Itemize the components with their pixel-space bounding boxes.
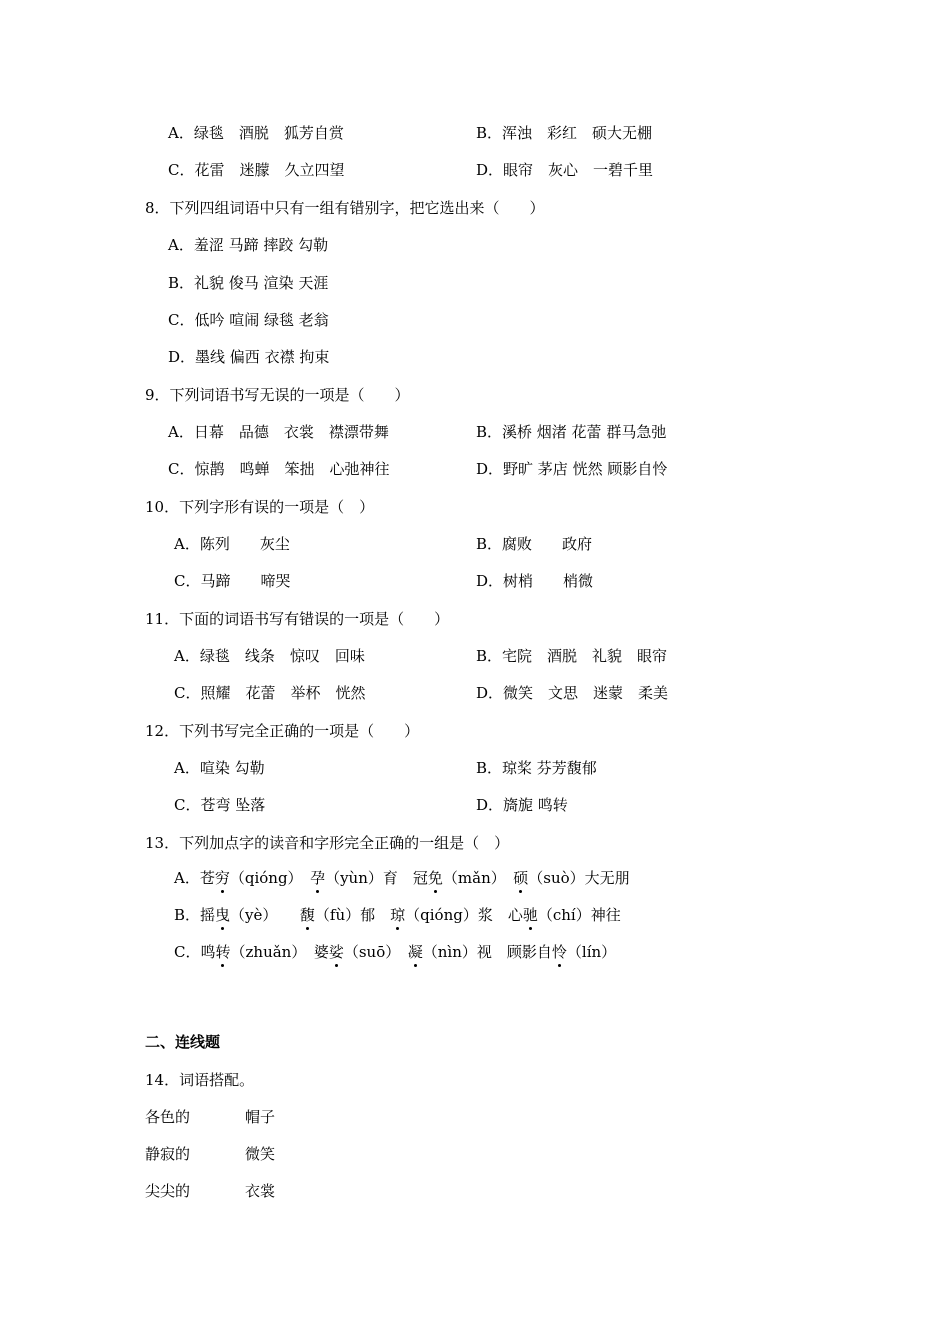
q10-stem: 10．下列字形有误的一项是（ ） [145,498,375,516]
emphasis-dot-char: 曳 [215,906,231,924]
q12-option-b: B．琼桨 芬芳馥郁 [476,759,597,777]
emphasis-dot-char: 馥 [299,906,315,924]
q11-option-c: C．照耀 花蕾 举杯 恍然 [174,684,366,702]
q10-option-b: B．腐败 政府 [476,535,593,553]
q7-option-c: C．花雷 迷朦 久立四望 [168,161,345,179]
emphasis-dot-char: 孕 [310,869,326,887]
q14-stem: 14．词语搭配。 [145,1071,255,1089]
q14-right-word: 帽子 [245,1108,276,1126]
emphasis-dot-char: 驰 [522,906,538,924]
q9-option-b: B．溪桥 烟渚 花蕾 群马急弛 [476,423,667,441]
q9-option-d: D．野旷 茅店 恍然 顾影自怜 [476,460,668,478]
emphasis-dot-char: 转 [215,943,231,961]
emphasis-dot-char: 琼 [390,906,406,924]
q11-option-a: A．绿毯 线条 惊叹 回味 [174,647,365,665]
q14-left-word: 尖尖的 [145,1182,191,1200]
emphasis-dot-char: 凝 [407,943,423,961]
q8-option-d: D．墨线 偏西 衣襟 拘束 [168,348,330,366]
q12-option-d: D．旖旎 鸣转 [476,796,568,814]
emphasis-dot-char: 娑 [328,943,344,961]
q10-option-a: A．陈列 灰尘 [174,535,290,553]
q7-option-a: A．绿毯 酒脱 狐芳自赏 [168,124,344,142]
emphasis-dot-char: 免 [427,869,443,887]
emphasis-dot-char: 穷 [214,869,230,887]
q11-option-b: B．宅院 酒脱 礼貌 眼帘 [476,647,668,665]
emphasis-dot-char: 怜 [551,943,567,961]
section-title-matching: 二、连线题 [145,1033,221,1051]
q11-stem: 11．下面的词语书写有错误的一项是（ ） [145,610,450,628]
q12-option-c: C．苍弯 坠落 [174,796,266,814]
q8-stem: 8．下列四组词语中只有一组有错别字，把它选出来（ ） [145,199,545,217]
q10-option-d: D．树梢 梢微 [476,572,594,590]
q13-stem: 13．下列加点字的读音和字形完全正确的一组是（ ） [145,834,510,852]
q8-option-c: C．低吟 喧闹 绿毯 老翁 [168,311,329,329]
q13-option-a: A．苍穷（qióng） 孕（yùn）育 冠免（mǎn） 硕（suò）大无朋 [174,869,630,887]
q14-left-word: 各色的 [145,1108,191,1126]
q8-option-a: A．羞涩 马蹄 摔跤 勾勒 [168,236,329,254]
q12-stem: 12．下列书写完全正确的一项是（ ） [145,722,420,740]
q9-option-c: C．惊鹊 鸣蝉 笨拙 心弛神往 [168,460,390,478]
q13-option-b: B．摇曳（yè） 馥（fù）郁 琼（qióng）浆 心驰（chí）神往 [174,906,621,924]
q7-option-b: B．浑浊 彩红 硕大无棚 [476,124,653,142]
emphasis-dot-char: 硕 [513,869,529,887]
q7-option-d: D．眼帘 灰心 一碧千里 [476,161,654,179]
q9-stem: 9．下列词语书写无误的一项是（ ） [145,386,410,404]
q11-option-d: D．微笑 文思 迷蒙 柔美 [476,684,669,702]
q10-option-c: C．马蹄 啼哭 [174,572,291,590]
q8-option-b: B．礼貌 俊马 渲染 天涯 [168,274,329,292]
q9-option-a: A．日幕 品德 衣裳 襟漂带舞 [168,423,389,441]
q14-right-word: 微笑 [245,1145,276,1163]
q14-right-word: 衣裳 [245,1182,276,1200]
q14-left-word: 静寂的 [145,1145,191,1163]
q13-option-c: C．鸣转（zhuǎn） 婆娑（suō） 凝（nìn）视 顾影自怜（lín） [174,943,617,961]
q12-option-a: A．喧染 勾勒 [174,759,265,777]
